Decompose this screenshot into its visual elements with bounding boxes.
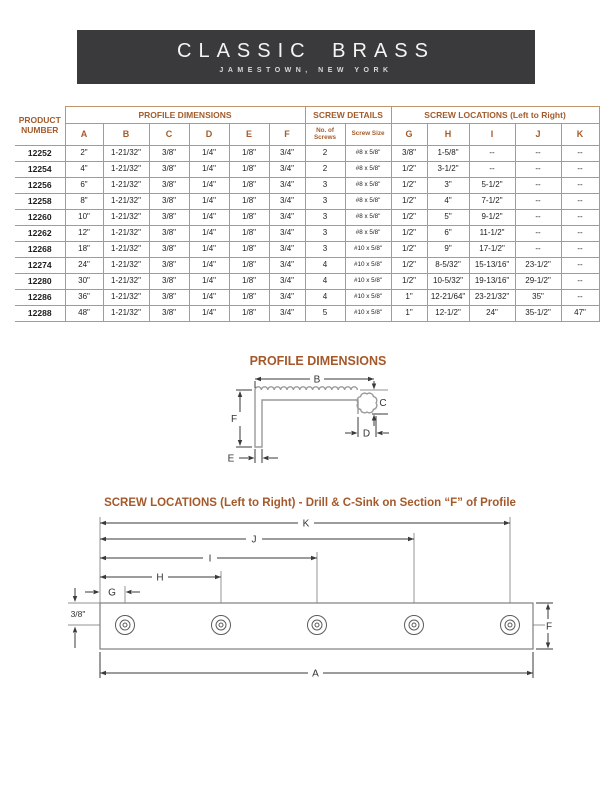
cell: -- bbox=[561, 258, 599, 274]
cell: -- bbox=[561, 210, 599, 226]
product-number-cell: 12288 bbox=[15, 306, 65, 322]
cell: 4" bbox=[65, 162, 103, 178]
screw-hole-icon bbox=[405, 616, 424, 635]
cell: 2 bbox=[305, 146, 345, 162]
cell: 9" bbox=[427, 242, 469, 258]
cell: 1-21/32" bbox=[103, 194, 149, 210]
group-header-row bbox=[15, 107, 599, 124]
cell: 1-21/32" bbox=[103, 274, 149, 290]
table-row bbox=[15, 290, 599, 306]
col-i-header: I bbox=[469, 124, 515, 146]
cell: 1/4" bbox=[189, 194, 229, 210]
screw-locations-title: SCREW LOCATIONS (Left to Right) - Drill & C-Sink on Section “F” of Profile bbox=[104, 497, 516, 509]
cell: 3/4" bbox=[269, 306, 305, 322]
cell: 1/4" bbox=[189, 178, 229, 194]
cell: 1-21/32" bbox=[103, 258, 149, 274]
col-b-header: B bbox=[103, 124, 149, 146]
profile-dimensions-title: PROFILE DIMENSIONS bbox=[249, 354, 387, 368]
cell: 3 bbox=[305, 226, 345, 242]
screw-details-group-header: SCREW DETAILS bbox=[305, 107, 391, 124]
cell: 4" bbox=[427, 194, 469, 210]
cell: 1-5/8" bbox=[427, 146, 469, 162]
cell: 3 bbox=[305, 242, 345, 258]
col-k-header: K bbox=[561, 124, 599, 146]
table-row bbox=[15, 210, 599, 226]
cell: 1/2" bbox=[391, 194, 427, 210]
cell: 10" bbox=[65, 210, 103, 226]
cell: 1-21/32" bbox=[103, 306, 149, 322]
cell: 36" bbox=[65, 290, 103, 306]
cell: 1/2" bbox=[391, 210, 427, 226]
table-row bbox=[15, 146, 599, 162]
cell: 3-1/2" bbox=[427, 162, 469, 178]
cell: 1/8" bbox=[229, 306, 269, 322]
cell: 1-21/32" bbox=[103, 210, 149, 226]
cell: 3 bbox=[305, 178, 345, 194]
cell: 8-5/32" bbox=[427, 258, 469, 274]
product-number-cell: 12260 bbox=[15, 210, 65, 226]
cell: 1/4" bbox=[189, 146, 229, 162]
col-a-header: A bbox=[65, 124, 103, 146]
cell: 3/8" bbox=[149, 178, 189, 194]
cell: 4 bbox=[305, 274, 345, 290]
table-row bbox=[15, 162, 599, 178]
cell: 15-13/16" bbox=[469, 258, 515, 274]
product-spec-table bbox=[15, 106, 600, 322]
screw-size-cell: #10 x 5/8" bbox=[345, 306, 391, 322]
dim-label-f: F bbox=[230, 414, 238, 425]
table-row bbox=[15, 274, 599, 290]
product-number-cell: 12256 bbox=[15, 178, 65, 194]
cell: 19-13/16" bbox=[469, 274, 515, 290]
cell: -- bbox=[469, 146, 515, 162]
cell: 3 bbox=[305, 210, 345, 226]
cell: 1/8" bbox=[229, 274, 269, 290]
cell: 1/4" bbox=[189, 162, 229, 178]
cell: 1" bbox=[391, 290, 427, 306]
cell: -- bbox=[561, 146, 599, 162]
cell: 3/8" bbox=[149, 210, 189, 226]
cell: 3/8" bbox=[149, 306, 189, 322]
cell: 35" bbox=[515, 290, 561, 306]
cell: 1/8" bbox=[229, 178, 269, 194]
dim-label-c: C bbox=[379, 398, 387, 409]
cell: 47" bbox=[561, 306, 599, 322]
cell: 3/4" bbox=[269, 210, 305, 226]
cell: 5-1/2" bbox=[469, 178, 515, 194]
table-body bbox=[15, 146, 599, 322]
cell: -- bbox=[561, 178, 599, 194]
table-row bbox=[15, 226, 599, 242]
cell: 1/4" bbox=[189, 258, 229, 274]
screw-size-cell: #10 x 5/8" bbox=[345, 290, 391, 306]
cell: -- bbox=[561, 290, 599, 306]
cell: 1/8" bbox=[229, 258, 269, 274]
cell: -- bbox=[561, 226, 599, 242]
col-f-header: F bbox=[269, 124, 305, 146]
cell: 9-1/2" bbox=[469, 210, 515, 226]
col-e-header: E bbox=[229, 124, 269, 146]
cell: 3/4" bbox=[269, 258, 305, 274]
cell: 1-21/32" bbox=[103, 226, 149, 242]
cell: 3/4" bbox=[269, 274, 305, 290]
screw-size-cell: #10 x 5/8" bbox=[345, 242, 391, 258]
screw-hole-icon bbox=[308, 616, 327, 635]
cell: -- bbox=[561, 274, 599, 290]
cell: -- bbox=[515, 210, 561, 226]
cell: 1-21/32" bbox=[103, 290, 149, 306]
cell: -- bbox=[561, 194, 599, 210]
dim-label-edge-offset: 3/8" bbox=[70, 609, 86, 619]
col-d-header: D bbox=[189, 124, 229, 146]
cell: 5 bbox=[305, 306, 345, 322]
cell: 12-1/2" bbox=[427, 306, 469, 322]
dim-label-a: A bbox=[312, 668, 319, 680]
product-number-cell: 12286 bbox=[15, 290, 65, 306]
brand-banner bbox=[77, 30, 535, 84]
cell: 1-21/32" bbox=[103, 242, 149, 258]
brand-name: CLASSIC BRASS bbox=[177, 39, 435, 62]
cell: 1-21/32" bbox=[103, 162, 149, 178]
cell: -- bbox=[515, 194, 561, 210]
cell: 1/8" bbox=[229, 210, 269, 226]
cell: 23-1/2" bbox=[515, 258, 561, 274]
cell: 1/2" bbox=[391, 258, 427, 274]
cell: 48" bbox=[65, 306, 103, 322]
screw-size-cell: #8 x 5/8" bbox=[345, 162, 391, 178]
cell: 3/8" bbox=[149, 274, 189, 290]
product-number-cell: 12258 bbox=[15, 194, 65, 210]
profile-shape bbox=[255, 387, 357, 390]
screw-locations-diagram bbox=[55, 515, 565, 687]
dim-label-h: H bbox=[156, 572, 164, 584]
col-screw-size-header: Screw Size bbox=[345, 124, 391, 146]
cell: 1/2" bbox=[391, 178, 427, 194]
cell: -- bbox=[469, 162, 515, 178]
col-h-header: H bbox=[427, 124, 469, 146]
screw-locations-group-header: SCREW LOCATIONS (Left to Right) bbox=[391, 107, 599, 124]
cell: 3/8" bbox=[149, 146, 189, 162]
cell: 1/2" bbox=[391, 274, 427, 290]
cell: 3/8" bbox=[391, 146, 427, 162]
dim-label-d: D bbox=[362, 428, 371, 440]
cell: 3/8" bbox=[149, 258, 189, 274]
screw-size-cell: #8 x 5/8" bbox=[345, 178, 391, 194]
screw-size-cell: #10 x 5/8" bbox=[345, 258, 391, 274]
cell: 3" bbox=[427, 178, 469, 194]
cell: 18" bbox=[65, 242, 103, 258]
cell: 1/8" bbox=[229, 290, 269, 306]
screw-size-cell: #8 x 5/8" bbox=[345, 146, 391, 162]
cell: 24" bbox=[65, 258, 103, 274]
table-row bbox=[15, 258, 599, 274]
cell: 1/8" bbox=[229, 242, 269, 258]
cell: 23-21/32" bbox=[469, 290, 515, 306]
cell: 2 bbox=[305, 162, 345, 178]
cell: 7-1/2" bbox=[469, 194, 515, 210]
screw-hole-icon bbox=[116, 616, 135, 635]
cell: 12-21/64" bbox=[427, 290, 469, 306]
profile-dimensions-group-header: PROFILE DIMENSIONS bbox=[65, 107, 305, 124]
col-g-header: G bbox=[391, 124, 427, 146]
cell: -- bbox=[515, 162, 561, 178]
dim-label-b: B bbox=[313, 374, 321, 386]
cell: 8" bbox=[65, 194, 103, 210]
cell: 1/8" bbox=[229, 226, 269, 242]
screw-hole-icon bbox=[212, 616, 231, 635]
cell: 3/4" bbox=[269, 162, 305, 178]
dim-label-j: J bbox=[251, 534, 257, 546]
cell: 1/4" bbox=[189, 290, 229, 306]
cell: 3/4" bbox=[269, 146, 305, 162]
product-number-header: PRODUCT NUMBER bbox=[15, 107, 65, 146]
cell: 2" bbox=[65, 146, 103, 162]
product-number-cell: 12280 bbox=[15, 274, 65, 290]
cell: 30" bbox=[65, 274, 103, 290]
col-no-of-screws-header: No. of Screws bbox=[305, 124, 345, 146]
table-row bbox=[15, 194, 599, 210]
cell: -- bbox=[515, 242, 561, 258]
screw-size-cell: #8 x 5/8" bbox=[345, 210, 391, 226]
cell: -- bbox=[515, 146, 561, 162]
col-c-header: C bbox=[149, 124, 189, 146]
cell: 3/8" bbox=[149, 290, 189, 306]
cell: 1/2" bbox=[391, 242, 427, 258]
cell: 35-1/2" bbox=[515, 306, 561, 322]
screw-size-cell: #8 x 5/8" bbox=[345, 226, 391, 242]
cell: 3/8" bbox=[149, 194, 189, 210]
cell: 1/4" bbox=[189, 210, 229, 226]
cell: 1-21/32" bbox=[103, 178, 149, 194]
dim-label-f-bar: F bbox=[545, 621, 553, 633]
cell: 17-1/2" bbox=[469, 242, 515, 258]
table-row bbox=[15, 178, 599, 194]
cell: 1/4" bbox=[189, 274, 229, 290]
table-row bbox=[15, 306, 599, 322]
cell: 3 bbox=[305, 194, 345, 210]
cell: 3/4" bbox=[269, 178, 305, 194]
cell: 6" bbox=[65, 178, 103, 194]
cell: 3/4" bbox=[269, 290, 305, 306]
product-number-cell: 12254 bbox=[15, 162, 65, 178]
cell: 24" bbox=[469, 306, 515, 322]
product-number-cell: 12268 bbox=[15, 242, 65, 258]
cell: 1" bbox=[391, 306, 427, 322]
cell: -- bbox=[515, 178, 561, 194]
cell: 1/8" bbox=[229, 194, 269, 210]
col-j-header: J bbox=[515, 124, 561, 146]
cell: 29-1/2" bbox=[515, 274, 561, 290]
cell: -- bbox=[561, 242, 599, 258]
brand-location: JAMESTOWN, NEW YORK bbox=[219, 66, 393, 74]
dim-label-k: K bbox=[302, 518, 310, 530]
cell: 5" bbox=[427, 210, 469, 226]
product-number-cell: 12274 bbox=[15, 258, 65, 274]
cell: 3/4" bbox=[269, 194, 305, 210]
profile-body bbox=[255, 390, 358, 447]
cell: 1/4" bbox=[189, 306, 229, 322]
cell: 4 bbox=[305, 258, 345, 274]
profile-bead bbox=[357, 393, 377, 413]
cell: 1/2" bbox=[391, 226, 427, 242]
cell: 10-5/32" bbox=[427, 274, 469, 290]
column-header-row bbox=[15, 124, 599, 146]
cell: -- bbox=[515, 226, 561, 242]
cell: 11-1/2" bbox=[469, 226, 515, 242]
product-number-cell: 12252 bbox=[15, 146, 65, 162]
cell: 1/4" bbox=[189, 242, 229, 258]
screw-hole-icon bbox=[501, 616, 520, 635]
screw-size-cell: #10 x 5/8" bbox=[345, 274, 391, 290]
cell: 4 bbox=[305, 290, 345, 306]
dim-label-e: E bbox=[227, 453, 235, 465]
cell: 3/8" bbox=[149, 162, 189, 178]
dim-label-i: I bbox=[208, 553, 212, 565]
cell: 3/8" bbox=[149, 226, 189, 242]
profile-dimensions-diagram bbox=[200, 372, 420, 472]
cell: 6" bbox=[427, 226, 469, 242]
cell: 1/4" bbox=[189, 226, 229, 242]
cell: -- bbox=[561, 162, 599, 178]
cell: 3/4" bbox=[269, 242, 305, 258]
cell: 1/8" bbox=[229, 162, 269, 178]
cell: 1/2" bbox=[391, 162, 427, 178]
dim-label-g: G bbox=[108, 587, 116, 599]
table-row bbox=[15, 242, 599, 258]
screw-size-cell: #8 x 5/8" bbox=[345, 194, 391, 210]
cell: 1/8" bbox=[229, 146, 269, 162]
cell: 3/4" bbox=[269, 226, 305, 242]
cell: 1-21/32" bbox=[103, 146, 149, 162]
cell: 3/8" bbox=[149, 242, 189, 258]
product-number-cell: 12262 bbox=[15, 226, 65, 242]
cell: 12" bbox=[65, 226, 103, 242]
